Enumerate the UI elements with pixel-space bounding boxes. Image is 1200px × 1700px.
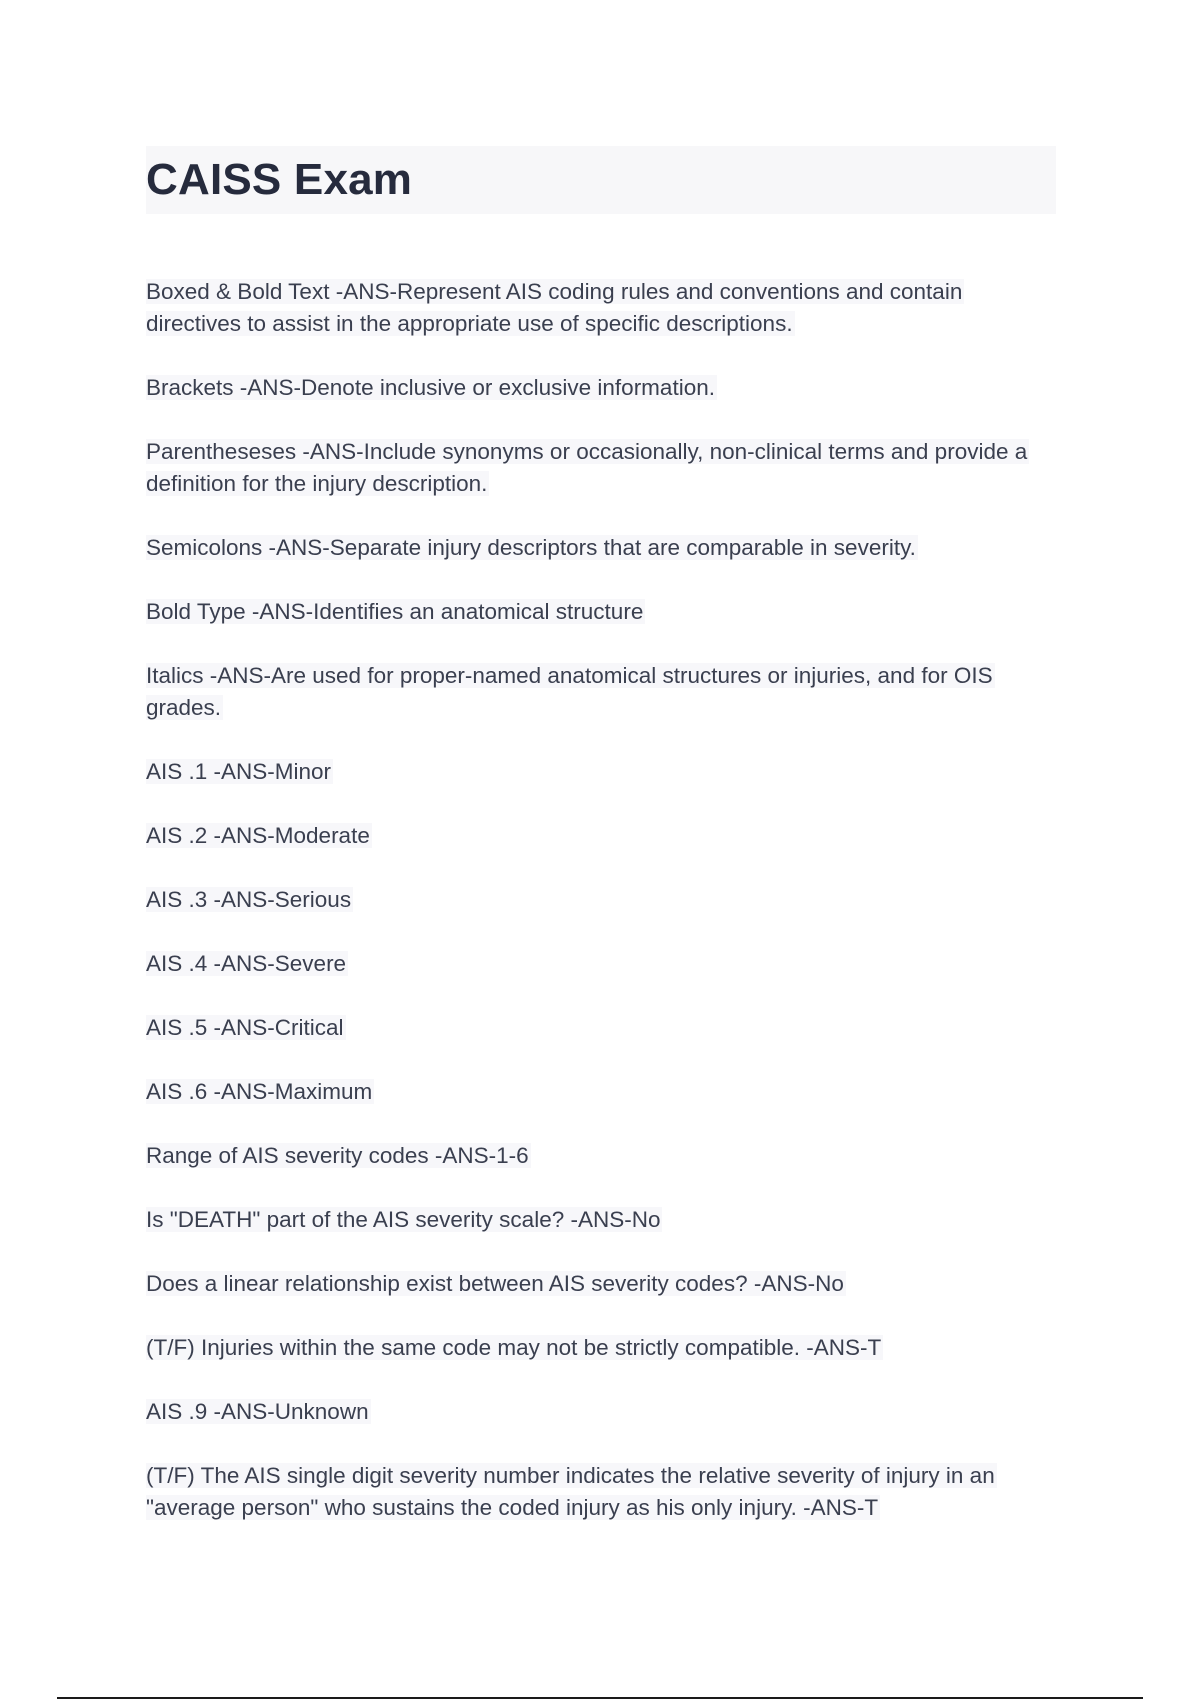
qa-text: Semicolons -ANS-Separate injury descriptors that are comparable in severity.: [146, 535, 916, 560]
qa-text: AIS .1 -ANS-Minor: [146, 759, 332, 784]
page-title: CAISS Exam: [146, 155, 413, 204]
qa-item: [146, 948, 1056, 980]
qa-text: Boxed & Bold Text -ANS-Represent AIS coding rules and conventions and contain directives to assist in the appropriate use of specific descriptions.: [146, 279, 963, 336]
qa-item: [146, 372, 1056, 404]
qa-text: AIS .4 -ANS-Severe: [146, 951, 347, 976]
qa-text: AIS .6 -ANS-Maximum: [146, 1079, 373, 1104]
qa-item: [146, 756, 1056, 788]
qa-item: [146, 1076, 1056, 1108]
qa-item: [146, 820, 1056, 852]
footer-divider: [57, 1697, 1143, 1699]
qa-item: [146, 884, 1056, 916]
qa-item: [146, 1268, 1056, 1300]
qa-text: (T/F) The AIS single digit severity number indicates the relative severity of injury in an "average person" who sustains the coded injury as his only injury. -ANS-T: [146, 1463, 995, 1520]
qa-text: AIS .3 -ANS-Serious: [146, 887, 352, 912]
qa-item: [146, 1332, 1056, 1364]
qa-text: Brackets -ANS-Denote inclusive or exclusive information.: [146, 375, 715, 400]
qa-text: AIS .2 -ANS-Moderate: [146, 823, 370, 848]
qa-text: AIS .9 -ANS-Unknown: [146, 1399, 369, 1424]
qa-item: [146, 1204, 1056, 1236]
qa-item: [146, 436, 1056, 500]
qa-text: AIS .5 -ANS-Critical: [146, 1015, 344, 1040]
qa-item: [146, 532, 1056, 564]
qa-list: [146, 276, 1056, 1556]
qa-text: Parentheseses -ANS-Include synonyms or occasionally, non-clinical terms and provide a definition for the injury description.: [146, 439, 1028, 496]
qa-text: Does a linear relationship exist between AIS severity codes? -ANS-No: [146, 1271, 844, 1296]
qa-item: [146, 1396, 1056, 1428]
qa-text: Bold Type -ANS-Identifies an anatomical structure: [146, 599, 644, 624]
qa-text: Is "DEATH" part of the AIS severity scale? -ANS-No: [146, 1207, 661, 1232]
qa-item: [146, 1140, 1056, 1172]
title-banner: [146, 146, 1056, 214]
qa-text: Italics -ANS-Are used for proper-named anatomical structures or injuries, and for OIS grades.: [146, 663, 993, 720]
qa-item: [146, 596, 1056, 628]
qa-item: [146, 1460, 1056, 1524]
qa-item: [146, 660, 1056, 724]
qa-text: Range of AIS severity codes -ANS-1-6: [146, 1143, 529, 1168]
qa-text: (T/F) Injuries within the same code may not be strictly compatible. -ANS-T: [146, 1335, 882, 1360]
qa-item: [146, 1012, 1056, 1044]
qa-item: [146, 276, 1056, 340]
